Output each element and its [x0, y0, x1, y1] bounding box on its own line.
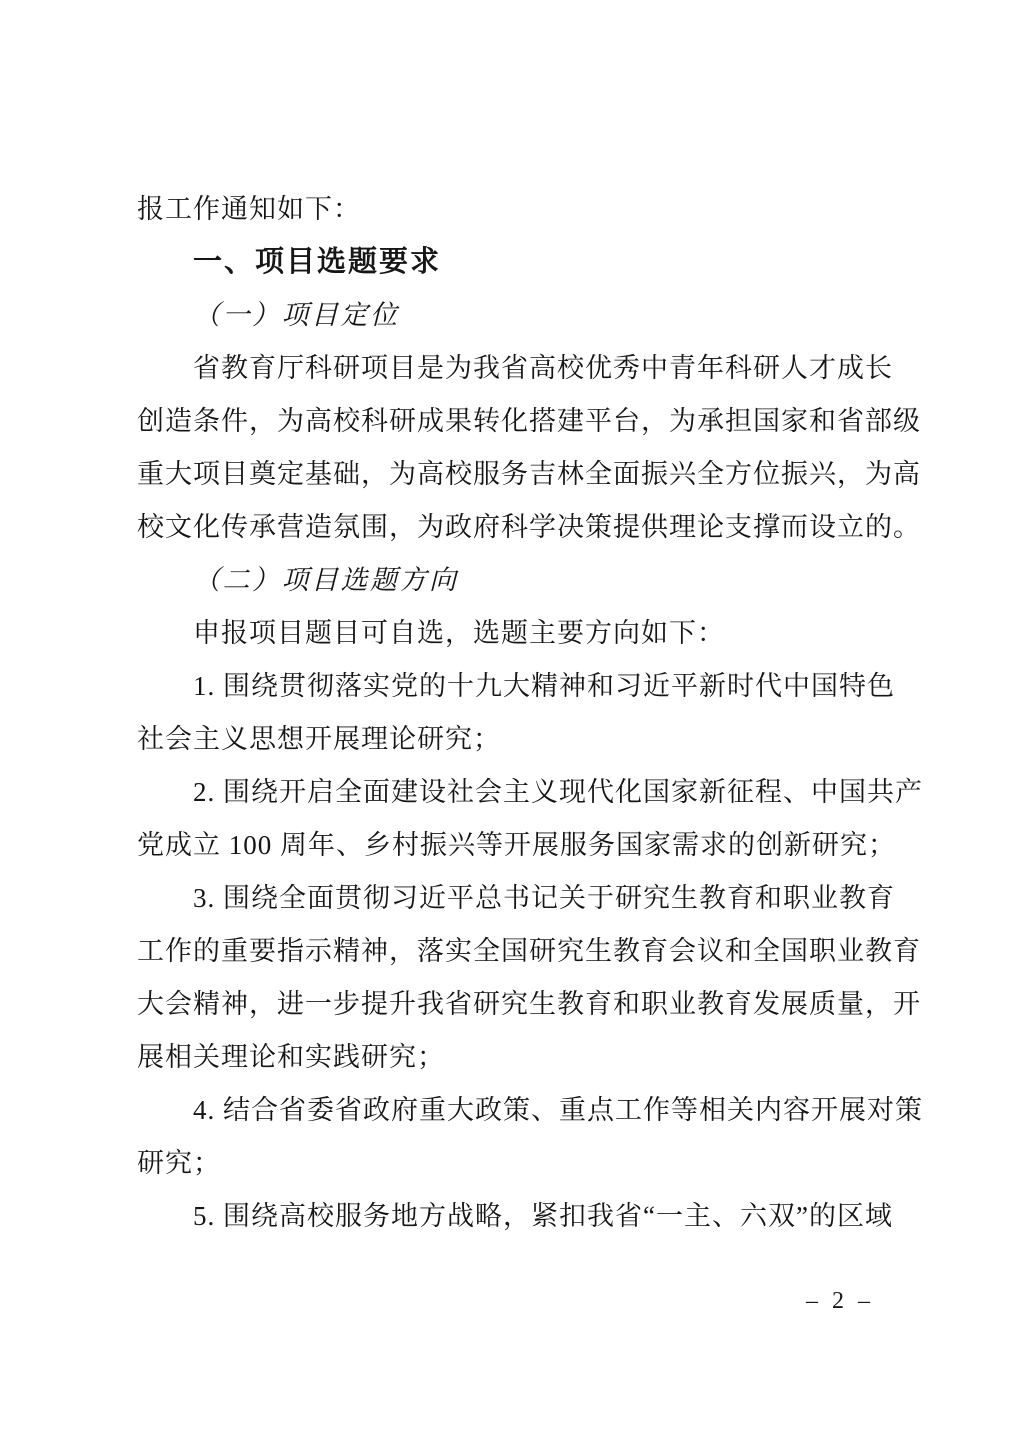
text-line: 研究；: [137, 1148, 221, 1178]
text-line: 展相关理论和实践研究；: [137, 1042, 445, 1072]
text-line: 社会主义思想开展理论研究；: [137, 724, 501, 754]
text-line: 省教育厅科研项目是为我省高校优秀中青年科研人才成长: [193, 353, 893, 383]
text-line: 创造条件，为高校科研成果转化搭建平台，为承担国家和省部级: [137, 406, 921, 436]
text-line: 校文化传承营造氛围，为政府科学决策提供理论支撑而设立的。: [137, 512, 921, 542]
text-line: 大会精神，进一步提升我省研究生教育和职业教育发展质量，开: [137, 989, 921, 1019]
text-line: 3. 围绕全面贯彻习近平总书记关于研究生教育和职业教育: [193, 883, 895, 913]
document-body: [137, 183, 923, 1243]
text-line: 2. 围绕开启全面建设社会主义现代化国家新征程、中国共产: [193, 777, 923, 807]
text-line: （二）项目选题方向: [193, 565, 459, 595]
text-line: 重大项目奠定基础，为高校服务吉林全面振兴全方位振兴，为高: [137, 459, 921, 489]
text-line: 党成立 100 周年、乡村振兴等开展服务国家需求的创新研究；: [137, 830, 896, 860]
text-line: 申报项目题目可自选，选题主要方向如下：: [193, 618, 725, 648]
text-line: 1. 围绕贯彻落实党的十九大精神和习近平新时代中国特色: [193, 671, 895, 701]
text-line: 工作的重要指示精神，落实全国研究生教育会议和全国职业教育: [137, 936, 921, 966]
text-line: 4. 结合省委省政府重大政策、重点工作等相关内容开展对策: [193, 1095, 923, 1125]
text-line: （一）项目定位: [193, 300, 400, 330]
page-number: – 2 –: [806, 1288, 874, 1314]
text-line: 报工作通知如下：: [137, 194, 361, 224]
text-line: 5. 围绕高校服务地方战略，紧扣我省“一主、六双”的区域: [193, 1201, 893, 1231]
text-line: 一、项目选题要求: [193, 246, 442, 278]
